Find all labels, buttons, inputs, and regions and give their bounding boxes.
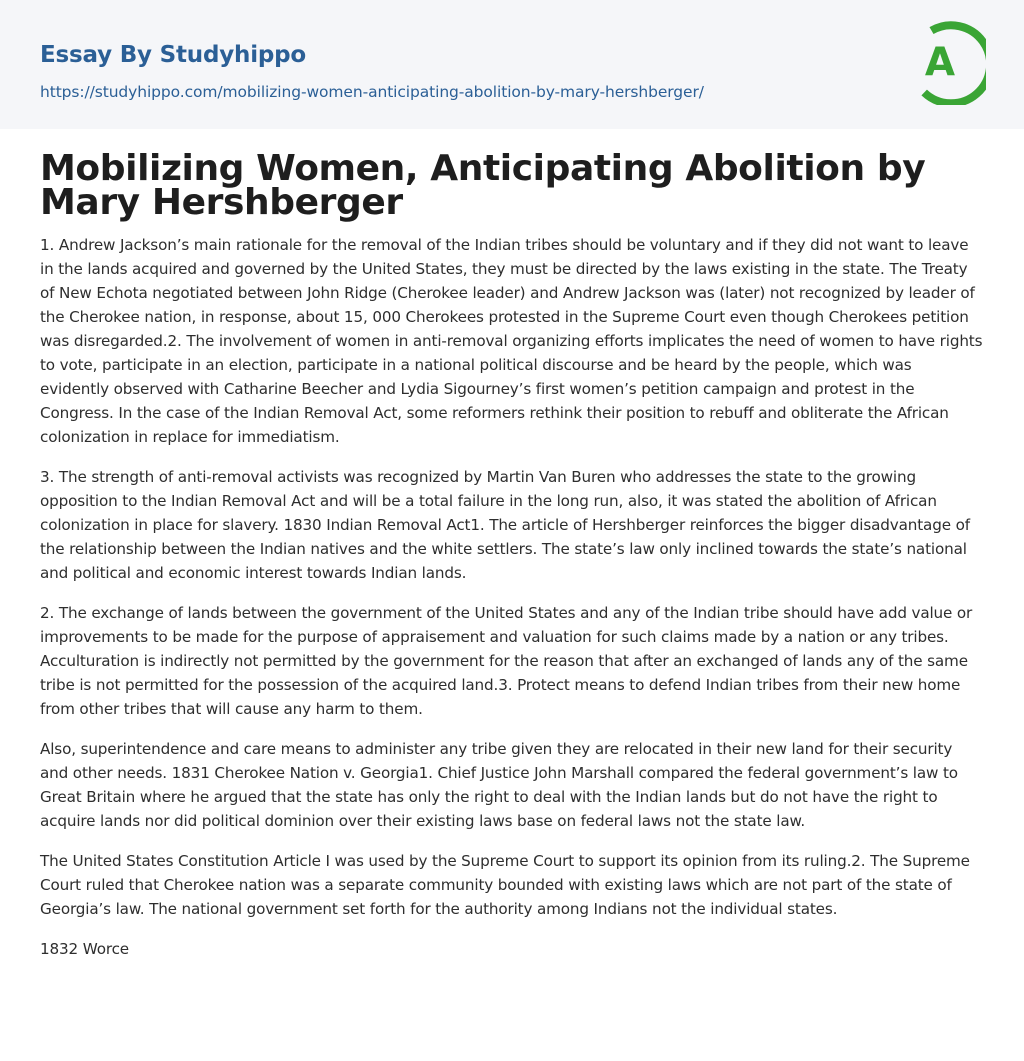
article-paragraph-1: 1. Andrew Jackson’s main rationale for the removal of the Indian tribes should be voluntary and if they did not want to leave in the lands acquired and governed by the United States, they must be directed by the laws existing in the state. The Treaty of New Echota negotiated between John Ridge (Cherokee leader) and Andrew Jackson was (later) not recognized by leader of the Cherokee nation, in response, about 15, 000 Cherokees protested in the Supreme Court even though Cherokees petition was disregarded.2. The involvement of women in anti-removal organizing efforts implicates the need of women to have rights to vote, participate in an election, participate in a national political discourse and be heard by the people, which was evidently observed with Catharine Beecher and Lydia Sigourney’s first women’s petition campaign and protest in the Congress. In the case of the Indian Removal Act, some reformers rethink their position to rebuff and obliterate the African colonization in replace for immediatism. (40, 236, 983, 446)
article-paragraph-3: 2. The exchange of lands between the government of the United States and any of the Indian tribe should have add value or improvements to be made for the purpose of appraisement and valuation for such claims made by a nation or any tribes. Acculturation is indirectly not permitted by the government for the reason that after an exchanged of lands any of the same tribe is not permitted for the possession of the acquired land.3. Protect means to defend Indian tribes from their new home from other tribes that will cause any harm to them. (40, 604, 973, 718)
article-paragraph-5: The United States Constitution Article I was used by the Supreme Court to support its opinion from its ruling.2. The Supreme Court ruled that Cherokee nation was a separate community bounded with existing laws which are not part of the state of Georgia’s law. The national government set forth for the authority among Indians not the individual states. (40, 852, 970, 918)
article-paragraph-6: 1832 Worce (40, 940, 130, 958)
site-title[interactable]: Essay By Studyhippo (40, 42, 307, 68)
studyhippo-logo-icon[interactable] (912, 19, 986, 105)
logo-letter: A (924, 40, 956, 85)
article (0, 148, 1024, 961)
article-paragraph-4: Also, superintendence and care means to administer any tribe given they are relocated in their new land for their security and other needs. 1831 Cherokee Nation v. Georgia1. Chief Justice John Marshall compared the federal government’s law to Great Britain where he argued that the state has only the right to deal with the Indian lands but do not have the right to acquire lands nor did political dominion over their existing laws base on federal laws not the state law. (40, 740, 958, 830)
page-title: Mobilizing Women, Anticipating Abolition by Mary Hershberger (40, 148, 926, 223)
site-header (0, 0, 1024, 129)
source-url-link[interactable]: https://studyhippo.com/mobilizing-women-anticipating-abolition-by-mary-hershberger/ (40, 83, 704, 101)
article-paragraph-2: 3. The strength of anti-removal activists was recognized by Martin Van Buren who addresses the state to the growing opposition to the Indian Removal Act and will be a total failure in the long run, also, it was stated the abolition of African colonization in place for slavery. 1830 Indian Removal Act1. The article of Hershberger reinforces the bigger disadvantage of the relationship between the Indian natives and the white settlers. The state’s law only inclined towards the state’s national and political and economic interest towards Indian lands. (40, 468, 970, 582)
